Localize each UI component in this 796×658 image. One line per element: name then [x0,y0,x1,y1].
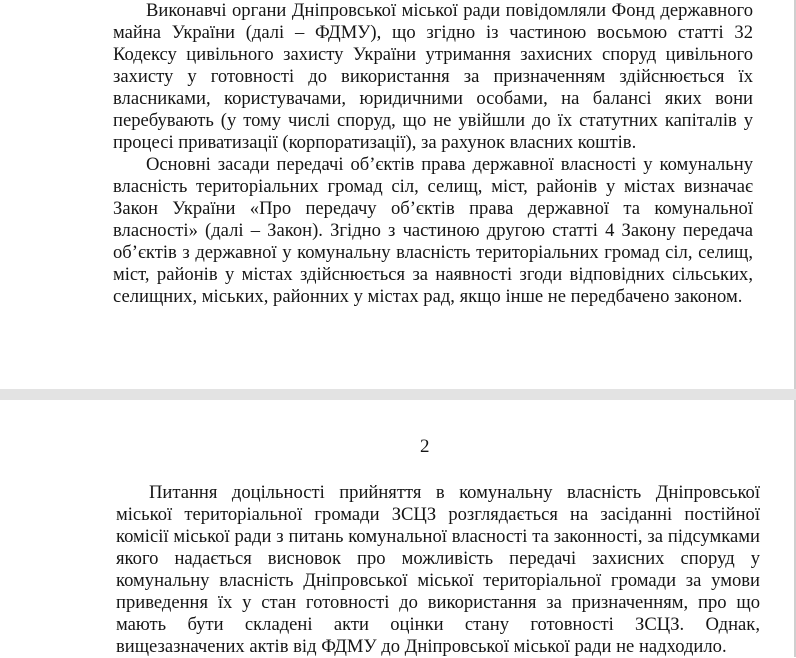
paragraph-civil-protection-maintenance: Виконавчі органи Дніпровської міської ради повідомляли Фонд державного майна України (далі – ФДМУ), що згідно із частиною восьмою статті 32 Кодексу цивільного захисту України утримання захисних споруд цивільного захисту у готовності до використання за призначенням здійснюється їх власниками, користувачами, юридичними особами, на балансі яких вони перебувають (у тому числі споруд, що не увійшли до їх статутних капіталів у процесі приватизації (корпоратизації), за рахунок власних коштів. [113,0,753,153]
page-2-body [116,482,760,658]
page-number: 2 [420,436,430,457]
page-separator [0,389,796,400]
paragraph-transfer-principles: Основні засади передачі об’єктів права державної власності у комунальну власність територіальних громад сіл, селищ, міст, районів у містах визначає Закон України «Про передачу об’єктів права державної та комунальної власності» (далі – Закон). Згідно з частиною другою статті 4 Закону передача об’єктів з державної у комунальну власність територіальних громад сіл, селищ, міст, районів у містах здійснюється за наявності згоди відповідних сільських, селищних, міських, районних у містах рад, якщо інше не передбачено законом. [113,154,753,307]
page-1-body [113,0,753,308]
paragraph-acceptance-question: Питання доцільності прийняття в комунальну власність Дніпровської міської територіальної громади ЗСЦЗ розглядається на засіданні постійної комісії міської ради з питань комунальної власності та законності, за підсумками якого надається висновок про можливість передачі захисних споруд у комунальну власність Дніпровської міської територіальної громади за умови приведення їх у стан готовності до використання за призначенням, про що мають бути складені акти оцінки стану готовності ЗСЦЗ. Однак, вищезазначених актів від ФДМУ до Дніпровської міської ради не надходило. [116,482,760,657]
